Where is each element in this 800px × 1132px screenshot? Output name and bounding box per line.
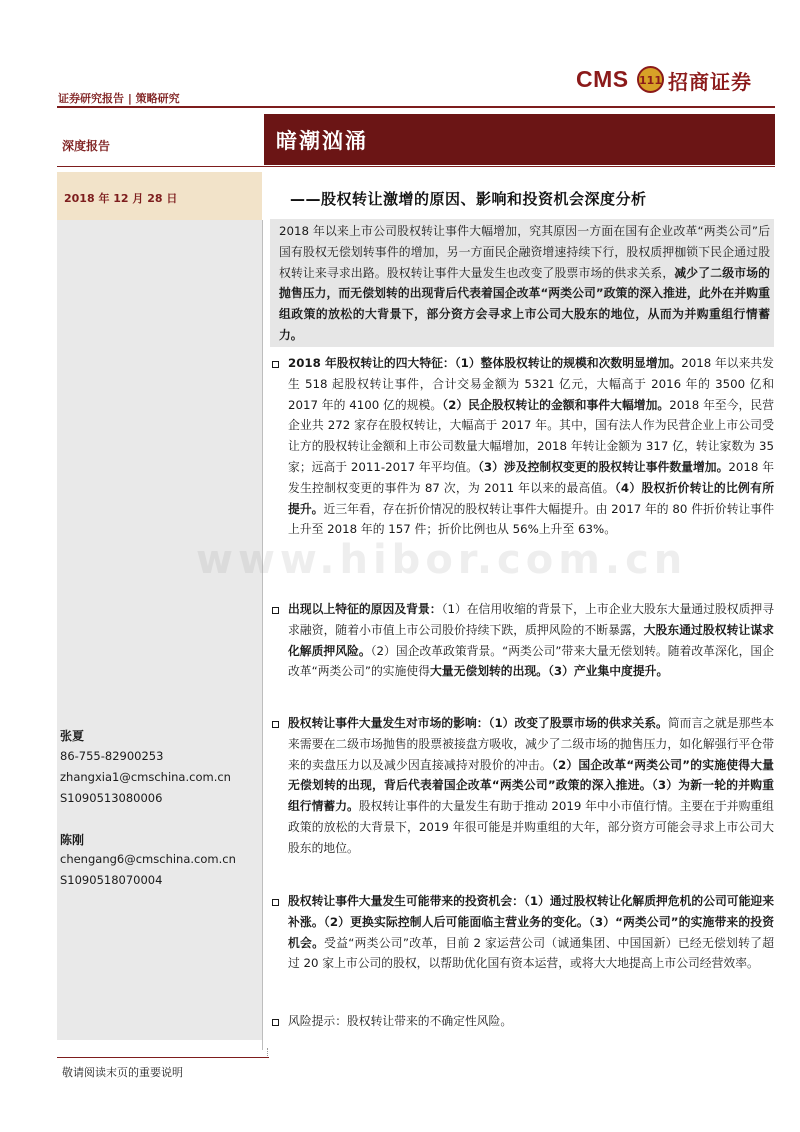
bullet-checkbox-icon bbox=[272, 721, 279, 728]
bullet-text: 2018 年发生控制权变更的事件为 87 次，为 2011 年以来的最高值。 bbox=[288, 459, 774, 495]
analyst-phone: 86-755-82900253 bbox=[60, 749, 164, 763]
bullet-text: （1）在信用收缩的背景下，上市企业大股东大量通过股权质押寻求融资，随着小市值上市公司股价持续下跌，质押风险的不断暴露， bbox=[288, 602, 774, 637]
bullet-checkbox-icon bbox=[272, 1019, 279, 1026]
analyst-name: 陈刚 bbox=[60, 833, 85, 847]
bullet-text: 近三年看，存在折价情况的股权转让事件大幅提升。由 2017 年的 80 件折价转让事件上升至 2018 年的 157 件；折价比例也从 56%上升至 63%。 bbox=[288, 501, 774, 537]
bullet-item bbox=[288, 713, 774, 859]
bullet-text: 2018 年至今，民营企业共 272 家存在股权转让，大幅高于 2017 年。其中，国有法人作为民营企业上市公司受让方的股权转让金额和上市公司数量大幅增加，2018 年转让金额为 317 亿，转让家数为 35 家；远高于 2011-2017 年平均值。 bbox=[288, 397, 775, 474]
summary-line: 2018 年以来上市公司股权转让事件大幅增加，究其原因一方面在国有企业改革“两类公司”后国有股权无偿划转事件的增加，另一方面民企融资增速持续下行，股权质押枷锁下民企通过股权转让来寻求出路。股权转让事件大量发生也改变了股票市场的供求关系， bbox=[279, 224, 770, 280]
analyst-email[interactable]: chengang6@cmschina.com.cn bbox=[60, 852, 236, 866]
report-date: 2018 年 12 月 28 日 bbox=[64, 192, 178, 205]
bullet-text: （2）国企改革政策背景。“两类公司”带来大量无偿划转。随着改革深化，国企改革“两类公司”的实施使得 bbox=[288, 643, 774, 679]
bullet-item bbox=[288, 891, 774, 974]
report-title: 暗潮汹涌 bbox=[276, 129, 368, 153]
bullet-text-bold: 股权转让事件大量发生对市场的影响：（1）改变了股票市场的供求关系。 bbox=[288, 716, 668, 730]
report-subtitle: ——股权转让激增的原因、影响和投资机会深度分析 bbox=[290, 190, 647, 208]
bullet-text-bold: 2018 年股权转让的四大特征：（1）整体股权转让的规模和次数明显增加。 bbox=[288, 356, 682, 370]
logo-badge-text: 111 bbox=[639, 74, 662, 87]
bullet-text-bold: 大量无偿划转的出现。（3）产业集中度提升。 bbox=[430, 664, 669, 679]
bullet-text-bold: 股权转让事件大量发生可能带来的投资机会：（1）通过股权转让化解质押危机的公司可能迎来补涨。（2）更换实际控制人后可能面临主营业务的变化。（3）“两类公司”的实施带来的投资机会。 bbox=[288, 894, 774, 950]
bullet-checkbox-icon bbox=[272, 607, 279, 614]
footer-note: 敬请阅读末页的重要说明 bbox=[62, 1066, 183, 1079]
analyst-license: S1090518070004 bbox=[60, 873, 163, 887]
logo-chinese-name: 招商证券 bbox=[668, 70, 752, 94]
summary-text bbox=[279, 221, 770, 346]
bullet-checkbox-icon bbox=[272, 899, 279, 906]
bullet-text-bold: （2）民企股权转让的金额和事件大幅增加。 bbox=[442, 397, 670, 412]
bullet-text-bold: 大股东通过股权转让谋求化解质押风险。 bbox=[288, 622, 774, 658]
report-series: 证券研究报告 | 策略研究 bbox=[58, 92, 180, 105]
logo-badge-icon bbox=[637, 66, 664, 93]
bullet-text-bold: （2）国企改革“两类公司”的实施使得大量无偿划转的出现，背后代表着国企改革“两类公司”政策的深入推进。（3）为新一轮的并购重组行情蓄力。 bbox=[288, 757, 774, 814]
footer-rule bbox=[57, 1057, 269, 1058]
bullet-text: 2018 年以来共发生 518 起股权转让事件，合计交易金额为 5321 亿元，大幅高于 2016 年的 3500 亿和 2017 年的 4100 亿的规模。 bbox=[288, 356, 774, 412]
bullet-item bbox=[288, 353, 774, 540]
bullet-text-bold: （3）涉及控制权变更的股权转让事件数量增加。 bbox=[477, 459, 729, 474]
bullet-item bbox=[288, 599, 774, 682]
bullet-text-bold: （4）股权折价转让的比例有所提升。 bbox=[288, 480, 774, 516]
cms-logo bbox=[576, 64, 766, 100]
column-divider bbox=[262, 220, 263, 1050]
bullet-text: 股权转让事件的大量发生有助于推动 2019 年中小市值行情。主要在于并购重组政策的放松的大背景下，2019 年很可能是并购重组的大年，部分资方可能会寻求上市公司大股东的地位。 bbox=[288, 799, 774, 855]
logo-cms-text: CMS bbox=[576, 66, 629, 92]
bullet-text: 受益“两类公司”改革，目前 2 家运营公司（诚通集团、中国国新）已经无偿划转了超过 20 家上市公司的股权，以帮助优化国有资本运营，或将大大地提高上市公司经营效率。 bbox=[288, 935, 774, 971]
summary-line-bold: 减少了二级市场的抛售压力，而无偿划转的出现背后代表着国企改革“两类公司”政策的深入推进，此外在并购重组政策的放松的大背景下，部分资方会寻求上市公司大股东的地位，从而为并购重组行情蓄力。 bbox=[279, 265, 770, 342]
bullet-item bbox=[288, 1011, 774, 1032]
analyst-email[interactable]: zhangxia1@cmschina.com.cn bbox=[60, 770, 231, 784]
watermark: www.hibor.com.cn bbox=[196, 537, 688, 583]
bullet-checkbox-icon bbox=[272, 361, 279, 368]
analyst-name: 张夏 bbox=[60, 729, 85, 743]
left-sidebar bbox=[57, 220, 262, 1040]
report-type-label: 深度报告 bbox=[62, 139, 111, 153]
header-rule bbox=[57, 106, 775, 108]
bullet-text-bold: 出现以上特征的原因及背景： bbox=[288, 602, 442, 616]
title-rule bbox=[57, 166, 775, 167]
bullet-text: 风险提示：股权转让带来的不确定性风险。 bbox=[288, 1014, 513, 1028]
bullet-text: 简而言之就是那些本来需要在二级市场抛售的股票被接盘方吸收，减少了二级市场的抛售压力，如化解强行平仓带来的卖盘压力以及减少因直接减持对股价的冲击。 bbox=[288, 716, 774, 772]
analyst-license: S1090513080006 bbox=[60, 791, 163, 805]
